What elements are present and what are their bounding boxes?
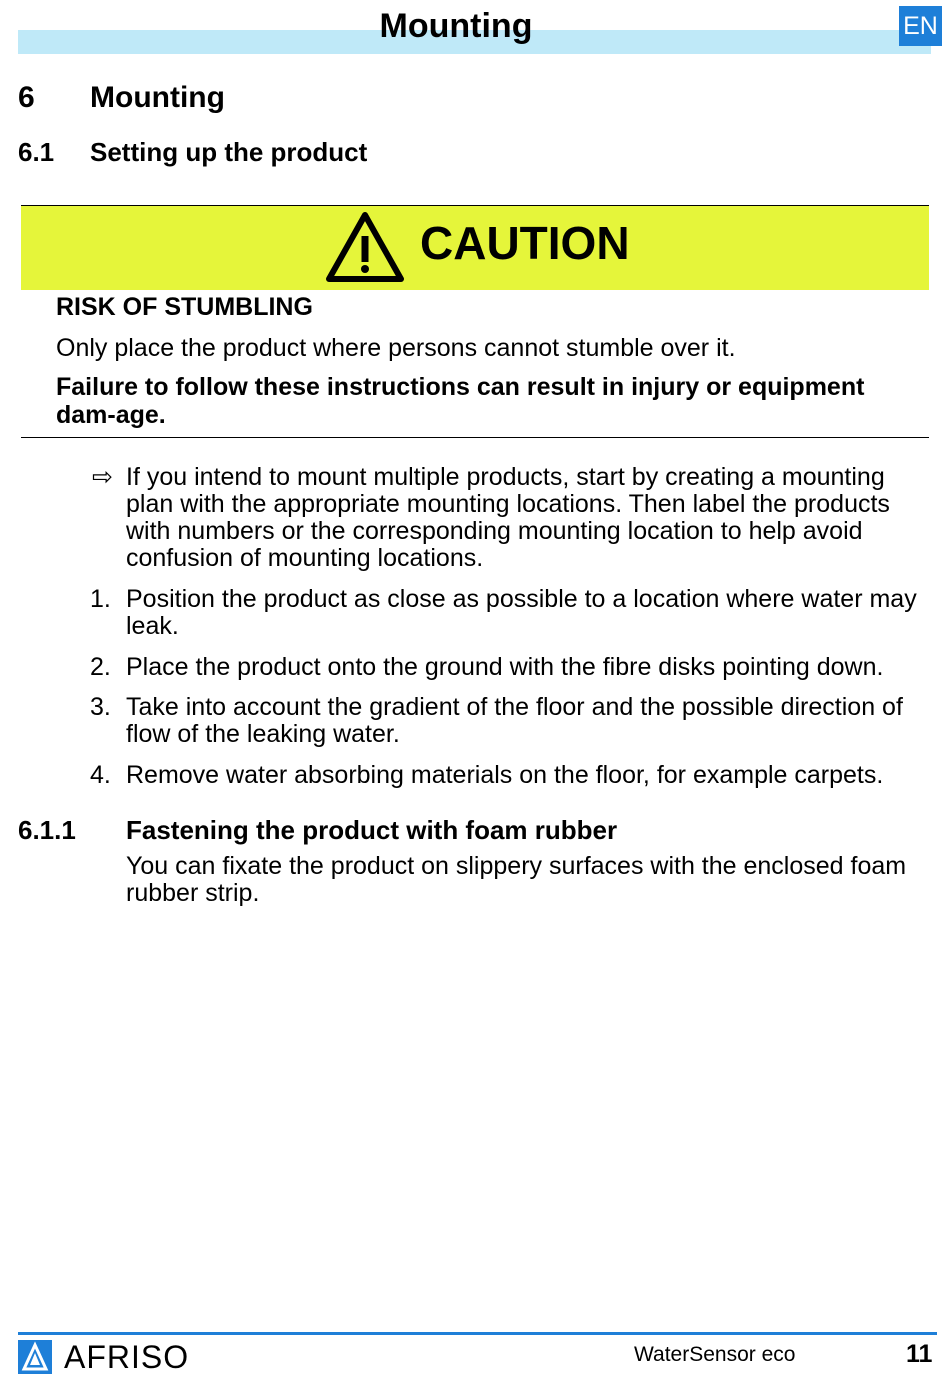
step-item [90, 762, 932, 789]
subsection-number: 6.1 [18, 137, 55, 167]
section-number: 6 [18, 81, 35, 114]
step-item [90, 694, 932, 748]
step-item [90, 586, 932, 640]
page-number: 11 [906, 1340, 933, 1368]
step-item [90, 654, 932, 681]
subsection-title: Setting up the product [90, 137, 368, 167]
subsubsection-number: 6.1.1 [18, 815, 76, 845]
subsubsection-text: You can fixate the product on slippery surfaces with the enclosed foam rubber strip. [126, 852, 907, 907]
step-number: 2. [90, 653, 111, 681]
tip-item [92, 464, 932, 572]
step-text: Remove water absorbing materials on the floor, for example carpets. [126, 761, 884, 789]
risk-text: Only place the product where persons cannot stumble over it. [56, 334, 736, 362]
product-name: WaterSensor eco [634, 1343, 796, 1366]
step-text: Position the product as close as possible to a location where water may leak. [126, 585, 917, 640]
arrow-right-icon: ⇨ [92, 463, 113, 491]
caution-label: CAUTION [420, 217, 630, 269]
afriso-logo-icon [18, 1340, 52, 1374]
step-text: Place the product onto the ground with the fibre disks pointing down. [126, 653, 884, 681]
subsubsection-heading [18, 815, 617, 845]
step-number: 3. [90, 693, 111, 721]
tip-text: If you intend to mount multiple products, start by creating a mounting plan with the appropriate mounting locations. Then label the products with numbers or the corresponding mounting location to help avoid confusion of mounting locations. [126, 463, 890, 572]
subsection-heading [18, 137, 367, 167]
step-number: 4. [90, 761, 111, 789]
section-heading [18, 80, 225, 116]
step-text: Take into account the gradient of the floor and the possible direction of flow of the leaking water. [126, 693, 903, 748]
risk-consequence: Failure to follow these instructions can result in injury or equipment dam-age. [56, 373, 865, 429]
brand-name: AFRISO [64, 1339, 190, 1375]
footer-rule [18, 1332, 937, 1335]
warning-triangle-icon [326, 212, 404, 282]
caution-bottom-rule [21, 437, 929, 438]
section-title: Mounting [90, 81, 225, 114]
step-number: 1. [90, 585, 111, 613]
risk-title: RISK OF STUMBLING [56, 293, 313, 321]
header-title: Mounting [379, 7, 533, 45]
language-badge: EN [899, 6, 942, 46]
subsubsection-title: Fastening the product with foam rubber [126, 815, 618, 845]
